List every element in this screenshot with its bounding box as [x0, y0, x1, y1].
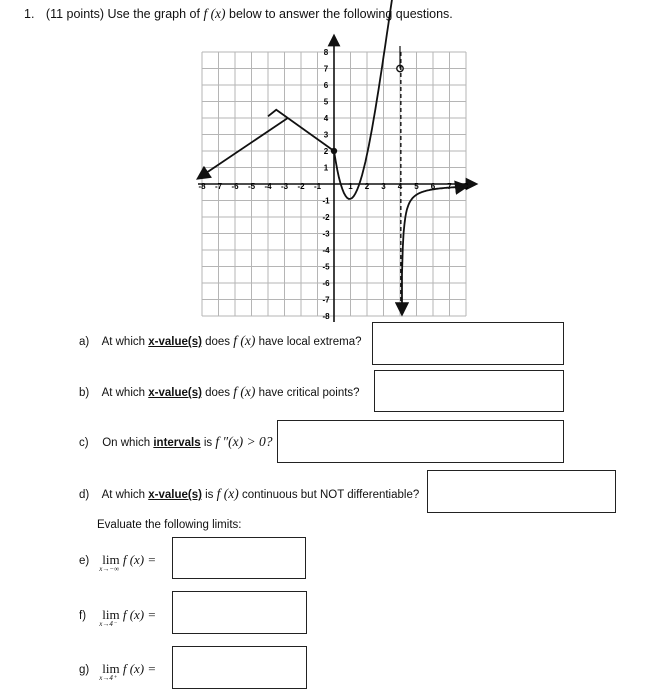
answer-box-f[interactable]	[172, 591, 307, 634]
question-c-fx: f ″(x) > 0?	[215, 434, 273, 449]
y-tick-label: 8	[323, 48, 329, 57]
question-d-pre: At which	[101, 489, 146, 501]
question-a-post: have local extrema?	[258, 336, 362, 348]
question-d-label: d)	[79, 489, 90, 501]
limit-g	[79, 661, 157, 682]
question-a-label: a)	[79, 336, 90, 348]
question-b-keyword: x-value(s)	[148, 387, 202, 399]
x-tick-label: -3	[280, 182, 289, 191]
x-tick-label: -1	[313, 182, 322, 191]
x-tick-label: -6	[231, 182, 239, 191]
limit-e-word: lim	[102, 552, 120, 567]
question-d	[79, 486, 419, 502]
question-c	[79, 434, 272, 450]
question-b-mid: does	[205, 387, 231, 399]
question-c-keyword: intervals	[153, 437, 201, 449]
question-c-label: c)	[79, 437, 89, 449]
question-b-pre: At which	[101, 387, 146, 399]
limit-e-label: e)	[79, 555, 90, 567]
limit-e-expr: f (x) =	[122, 552, 157, 567]
y-tick-label: -4	[322, 246, 330, 255]
limit-f-expr: f (x) =	[122, 607, 157, 622]
question-a-mid: does	[205, 336, 231, 348]
y-tick-label: -2	[322, 213, 330, 222]
header-rest: below to answer the following questions.	[229, 7, 453, 21]
limit-e-lim	[99, 552, 120, 573]
question-d-fx: f (x)	[216, 486, 239, 501]
y-tick-label: 5	[323, 97, 329, 107]
limit-f-word: lim	[102, 607, 120, 622]
question-b-label: b)	[79, 387, 90, 399]
answer-box-d[interactable]	[427, 470, 616, 513]
question-b-post: have critical points?	[258, 387, 360, 399]
question-b	[79, 384, 360, 400]
limit-g-label: g)	[79, 664, 90, 676]
x-tick-label: 1	[348, 182, 353, 191]
limit-f-sub: x→4⁻	[99, 620, 117, 628]
limit-f-lim	[99, 607, 120, 628]
limit-f	[79, 607, 157, 628]
question-a-pre: At which	[101, 336, 146, 348]
question-d-post: continuous but NOT differentiable?	[241, 489, 420, 501]
right-branch-arrow	[402, 187, 462, 274]
y-tick-label: 6	[323, 81, 329, 90]
limit-e-sub: x→−∞	[99, 565, 120, 573]
question-number: 1.	[24, 7, 35, 21]
x-tick-label: 4	[397, 182, 403, 191]
function-graph	[200, 24, 490, 324]
y-tick-label: -5	[322, 262, 330, 272]
x-tick-label: -8	[198, 182, 206, 191]
x-tick-label: 6	[430, 182, 436, 191]
answer-box-g[interactable]	[172, 646, 307, 689]
y-tick-label: -8	[322, 312, 330, 321]
evaluate-instruction: Evaluate the following limits:	[97, 519, 242, 531]
x-tick-label: 7	[447, 182, 452, 191]
x-tick-label: 8	[463, 182, 469, 191]
x-tick-label: -2	[297, 182, 305, 191]
limit-g-sub: x→4⁺	[99, 674, 117, 682]
answer-box-b[interactable]	[374, 370, 564, 412]
question-d-keyword: x-value(s)	[148, 489, 202, 501]
x-tick-label: -7	[214, 182, 223, 191]
x-tick-label: 5	[414, 182, 419, 191]
y-tick-label: -3	[322, 229, 330, 239]
y-tick-label: 7	[323, 64, 329, 74]
question-a-keyword: x-value(s)	[148, 336, 202, 348]
y-tick-label: -7	[322, 295, 330, 305]
question-a	[79, 333, 362, 349]
limit-f-label: f)	[79, 610, 87, 622]
limit-e	[79, 552, 157, 573]
limit-g-expr: f (x) =	[122, 661, 157, 676]
answer-box-a[interactable]	[372, 322, 564, 365]
limit-g-lim	[99, 661, 120, 682]
question-c-mid: is	[203, 437, 213, 449]
x-tick-label: 3	[381, 182, 386, 191]
answer-box-c[interactable]	[277, 420, 564, 463]
fx-symbol: f (x)	[203, 6, 226, 21]
y-tick-label: -1	[322, 196, 330, 206]
x-tick-label: -5	[247, 182, 256, 191]
question-d-mid: is	[205, 489, 214, 501]
x-tick-label: -4	[264, 182, 272, 191]
y-tick-label: 1	[323, 163, 329, 173]
graph-curves	[202, 0, 462, 309]
question-c-pre: On which	[102, 437, 151, 449]
y-tick-label: 4	[323, 114, 329, 123]
graph-axes	[198, 40, 472, 322]
y-tick-label: -6	[322, 279, 330, 288]
points-text: (11 points) Use the graph of	[45, 7, 200, 21]
y-tick-label: 3	[323, 130, 329, 140]
limit-g-word: lim	[102, 661, 120, 676]
question-a-fx: f (x)	[233, 333, 256, 348]
x-tick-label: 2	[364, 182, 370, 191]
answer-box-e[interactable]	[172, 537, 306, 579]
question-b-fx: f (x)	[233, 384, 256, 399]
y-tick-label: 2	[323, 147, 329, 156]
